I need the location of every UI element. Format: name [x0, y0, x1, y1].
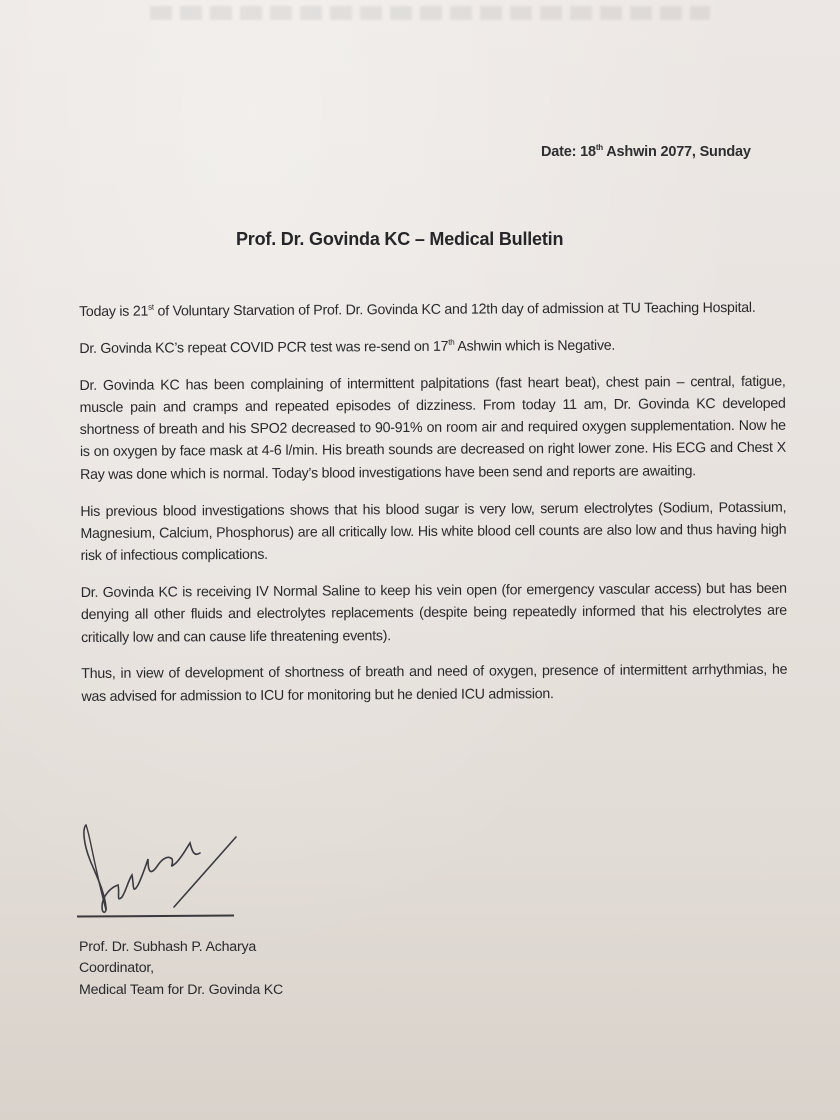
paragraph-starvation-day: Today is 21st of Voluntary Starvation of Prof. Dr. Govinda KC and 12th day of admission at TU Teaching Hospital. [79, 299, 756, 320]
bleed-through-text [150, 6, 710, 20]
signatory-role: Coordinator, [79, 960, 154, 977]
bulletin-title: Prof. Dr. Govinda KC – Medical Bulletin [236, 229, 564, 249]
paragraph-covid-test: Dr. Govinda KC’s repeat COVID PCR test was re-send on 17th Ashwin which is Negative. [79, 337, 616, 357]
signature-icon [76, 815, 246, 920]
bulletin-date: Date: 18th Ashwin 2077, Sunday [541, 143, 751, 160]
signatory-team: Medical Team for Dr. Govinda KC [79, 981, 284, 998]
paragraph-icu-advice: Thus, in view of development of shortness of breath and need of oxygen, presence of intermittent arrhythmias, he was advised for admission to ICU for monitoring but he denied ICU admission. [81, 662, 788, 705]
bulletin-body [79, 297, 788, 723]
signatory-block [79, 937, 283, 1001]
paragraph-symptoms: Dr. Govinda KC has been complaining of intermittent palpitations (fast heart beat), chest pain – central, fatigue, muscle pain and cramps and repeated episodes of dizziness. From today 11 am, Dr. Govinda KC developed shortness of breath and his SPO2 decreased to 90-91% on room air and required oxygen supplementation. Now he is on oxygen by face mask at 4-6 l/min. His breath sounds are decreased on right lower zone. His ECG and Chest X Ray was done which is normal. Today’s blood investigations have been send and reports are awaiting. [79, 373, 786, 483]
paragraph-blood-investigations: His previous blood investigations shows that his blood sugar is very low, serum electrolytes (Sodium, Potassium, Magnesium, Calcium, Phosphorus) are all critically low. His white blood cell counts are also low and thus having high risk of infectious complications. [80, 499, 787, 565]
paragraph-iv-saline: Dr. Govinda KC is receiving IV Normal Saline to keep his vein open (for emergency vascular access) but has been denying all other fluids and electrolytes replacements (despite being repeatedly informed that his electrolytes are critically low and can cause life threatening events). [80, 580, 787, 646]
signatory-name: Prof. Dr. Subhash P. Acharya [79, 939, 257, 955]
